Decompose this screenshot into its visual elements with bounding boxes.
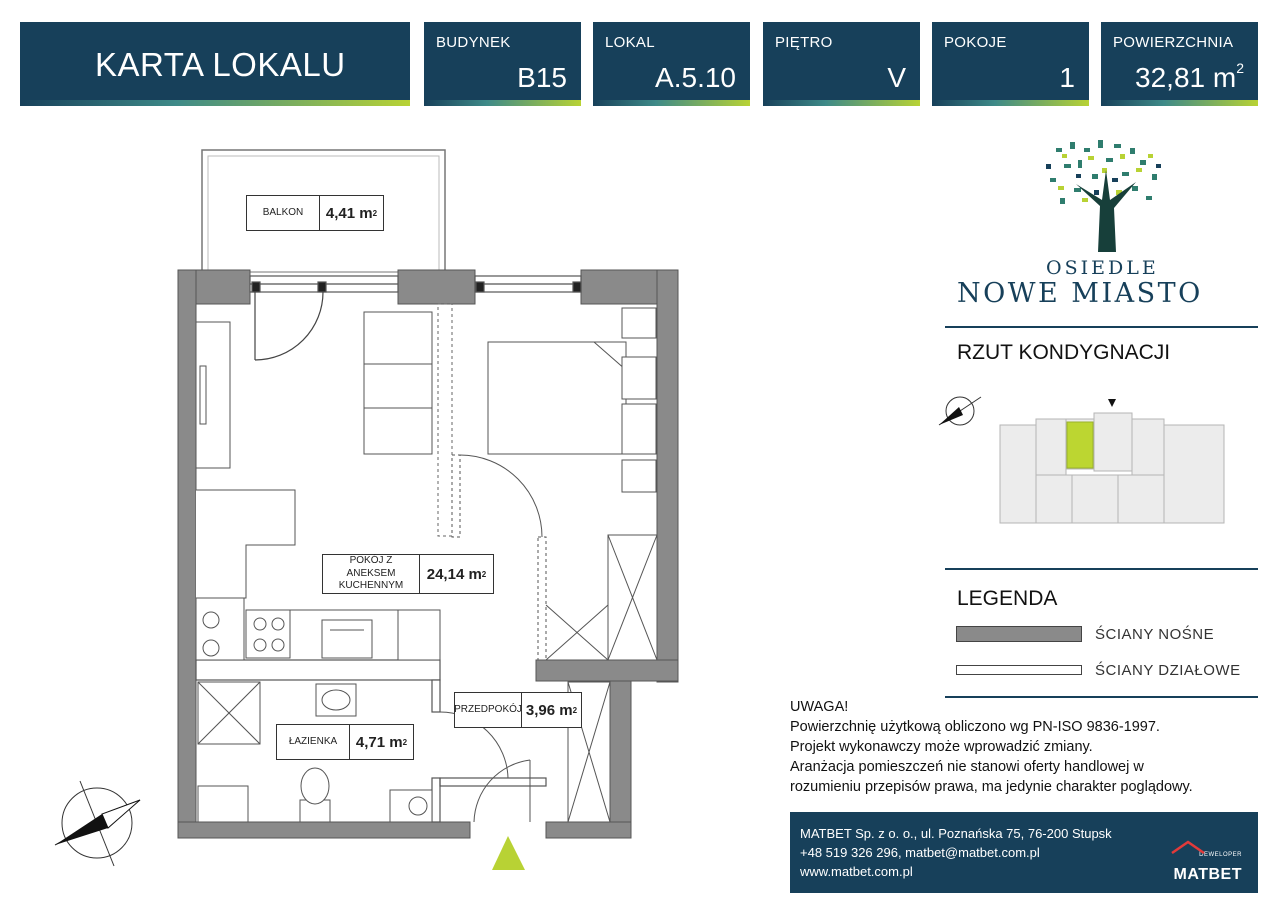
notes-line: Projekt wykonawczy może wprowadzić zmiany. (790, 739, 1093, 755)
room-label: POKÓJ Z ANEKSEM KUCHENNYM (323, 555, 420, 593)
legend-label-bearing: ŚCIANY NOŚNE (1095, 626, 1215, 643)
sofa (364, 312, 432, 454)
compass-icon (939, 397, 981, 425)
room-badge-lazienka (276, 724, 414, 760)
north-arrow-icon (55, 781, 140, 866)
entry-pointer-icon (1108, 399, 1116, 407)
field-value-budynek: B15 (517, 62, 567, 93)
bed (488, 308, 656, 492)
room-badge-przedpokoj (454, 692, 582, 728)
key-plan (925, 385, 1250, 540)
field-value-lokal: A.5.10 (655, 62, 736, 93)
logo-line2: NOWE MIASTO (957, 278, 1203, 309)
room-badge-balkon (246, 195, 384, 231)
room-label: PRZEDPOKÓJ (455, 693, 522, 727)
legend-label-partition: ŚCIANY DZIAŁOWE (1095, 662, 1241, 679)
header-field-pietro (763, 22, 920, 106)
room-area: 4,71 m 2 (355, 733, 408, 751)
room-label: ŁAZIENKA (277, 725, 350, 759)
house-roof-icon (1170, 840, 1210, 854)
header-field-powierzchnia (1101, 22, 1258, 106)
field-value-pokoje: 1 (1059, 62, 1075, 93)
header-field-pokoje (932, 22, 1089, 106)
matbet-logo (1174, 846, 1242, 884)
room-area: 3,96 m 2 (525, 701, 578, 719)
entry-door (440, 712, 530, 822)
room-area: 4,41 m 2 (325, 204, 378, 222)
legend-swatch-partition (956, 665, 1082, 675)
tree-logo-icon (1036, 134, 1170, 252)
divider-line (945, 326, 1258, 328)
rzut-title: RZUT KONDYGNACJI (957, 341, 1171, 364)
field-label-powierzchnia: POWIERZCHNIA (1113, 34, 1234, 51)
company-website[interactable]: www.matbet.com.pl (800, 864, 913, 879)
notes-line: Powierzchnię użytkową obliczono wg PN-ISO 9836-1997. (790, 719, 1160, 735)
company-address: MATBET Sp. z o. o., ul. Poznańska 75, 76-200 Stupsk (800, 826, 1112, 841)
notes-block (790, 697, 1260, 797)
company-contact: +48 519 326 296, matbet@matbet.com.pl (800, 845, 1040, 860)
apartment-highlight (1067, 422, 1093, 468)
divider-line (945, 568, 1258, 570)
field-label-lokal: LOKAL (605, 34, 655, 51)
room-divider (438, 304, 452, 536)
page-title: KARTA LOKALU (95, 46, 346, 83)
field-value-pietro: V (887, 62, 906, 93)
brand-small: DEWELOPER (1199, 852, 1242, 858)
notes-line: Aranżacja pomieszczeń nie stanowi oferty handlowej w (790, 759, 1144, 775)
contact-footer (790, 812, 1258, 893)
field-label-pokoje: POKOJE (944, 34, 1007, 51)
legend-swatch-bearing (956, 626, 1082, 642)
logo-line1: OSIEDLE (1046, 257, 1159, 279)
room-label: BALKON (247, 196, 320, 230)
field-value-powierzchnia: 32,81 $m^2$ (1135, 60, 1244, 93)
notes-line: rozumieniu przepisów prawa, ma jedynie charakter poglądowy. (790, 779, 1193, 795)
field-label-budynek: BUDYNEK (436, 34, 511, 51)
room-badge-pokoj (322, 554, 494, 594)
field-label-pietro: PIĘTRO (775, 34, 833, 51)
entrance-marker-icon (492, 836, 525, 870)
balcony-door (255, 292, 323, 360)
room-area: 24,14 m 2 (426, 565, 487, 583)
legend-title: LEGENDA (957, 587, 1058, 610)
brand-name: MATBET (1173, 866, 1242, 883)
notes-title: UWAGA! (790, 699, 849, 715)
